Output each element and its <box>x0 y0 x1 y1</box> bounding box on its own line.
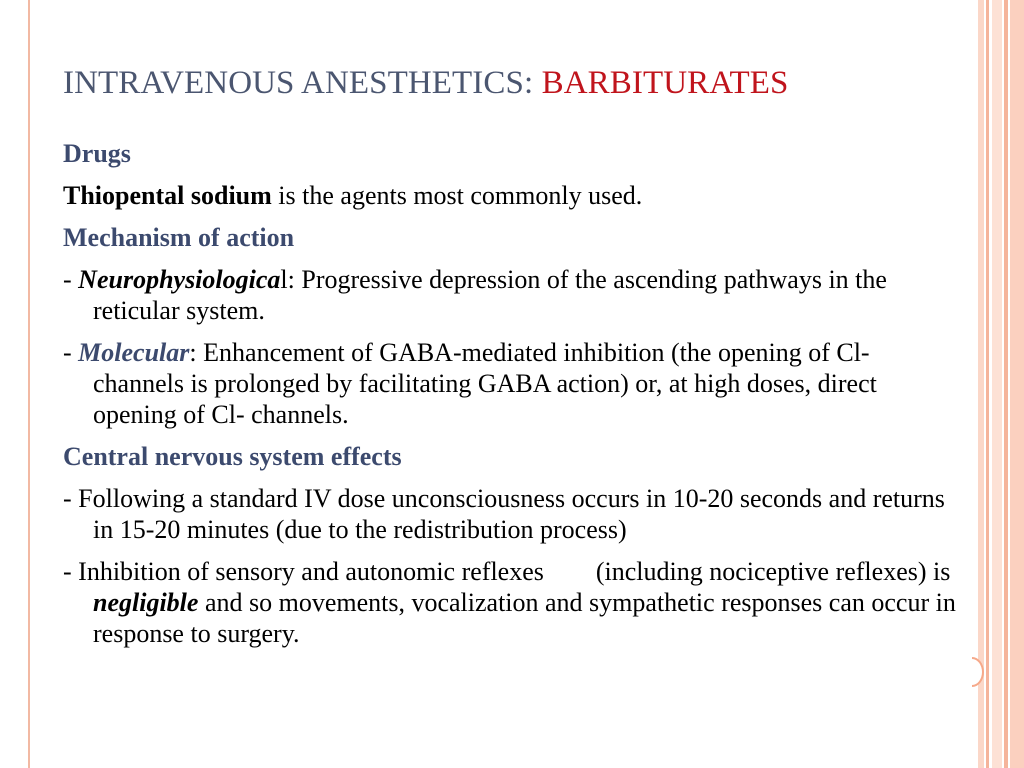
drug-paragraph <box>63 180 963 211</box>
decorative-stripe <box>1010 0 1024 768</box>
slide-content <box>63 138 963 660</box>
decorative-stripe <box>1004 0 1008 768</box>
cns-item2-after: and so movements, vocalization and sympathetic responses can occur in response to surgery. <box>93 588 963 648</box>
cns-bullet-2 <box>63 556 963 649</box>
bullet-dash: - <box>63 265 79 294</box>
neuro-bullet <box>63 264 963 326</box>
bullet-dash: - <box>63 338 79 367</box>
drug-name: Thiopental sodium <box>63 181 272 210</box>
title-main: INTRAVENOUS ANESTHETICS: <box>63 65 542 101</box>
title-accent: BARBITURATES <box>541 65 789 101</box>
drugs-heading: Drugs <box>63 139 131 168</box>
decorative-stripe <box>992 0 1002 768</box>
mechanism-heading: Mechanism of action <box>63 223 295 252</box>
left-border-line <box>28 0 30 768</box>
cns-item2-before: - Inhibition of sensory and autonomic reflexes (including nociceptive reflexes) is <box>63 557 957 586</box>
cns-heading: Central nervous system effects <box>63 442 402 471</box>
cns-item2-emphasis: negligible <box>93 588 199 617</box>
neuro-text: : Progressive depression of the ascending pathways in the reticular system. <box>93 265 887 325</box>
decorative-stripe <box>986 0 989 768</box>
cns-bullet-1: - Following a standard IV dose unconsciousness occurs in 10-20 seconds and returns in 15-20 minutes (due to the redistribution process) <box>63 484 945 544</box>
neuro-term: Neurophysiologica <box>78 265 281 294</box>
molecular-colon: : <box>189 338 204 367</box>
slide-title <box>63 65 789 102</box>
molecular-text: Enhancement of GABA-mediated inhibition (the opening of Cl- channels is prolonged by facilitating GABA action) or, at high doses, direct opening of Cl- channels. <box>93 338 877 429</box>
neuro-term-tail: l <box>280 265 288 294</box>
molecular-bullet <box>63 337 963 430</box>
drug-text: is the agents most commonly used. <box>271 181 643 210</box>
molecular-term: Molecular <box>78 338 190 367</box>
decorative-stripe <box>978 0 984 768</box>
